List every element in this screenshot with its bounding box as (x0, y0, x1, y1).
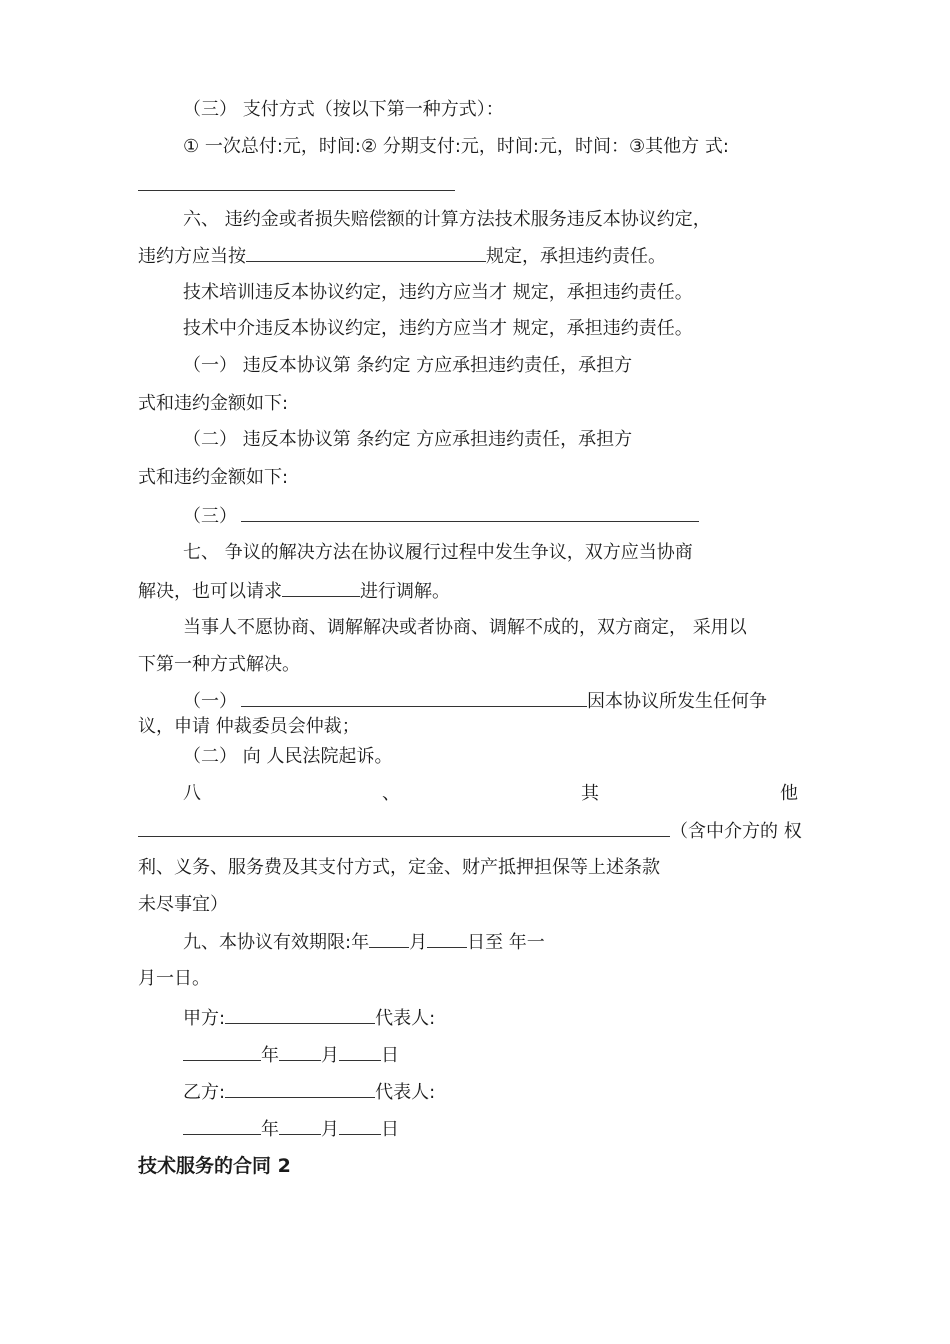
validity-prefix: 九、本协议有效期限:年 (183, 932, 370, 953)
breach-item-3-blank (241, 503, 699, 522)
section-eight-char-3: 其 (581, 783, 599, 804)
arbitration-blank (241, 688, 587, 707)
party-a-year-blank (183, 1042, 261, 1061)
party-b-representative-label: 代表人: (375, 1082, 436, 1103)
validity-line (183, 929, 545, 956)
intermediary-breach-text: 技术中介违反本协议约定，违约方应当才 规定，承担违约责任。 (183, 318, 693, 339)
party-b-day: 日 (381, 1119, 399, 1140)
training-breach-text: 技术培训违反本协议约定，违约方应当才 规定，承担违约责任。 (183, 282, 693, 303)
other-matters-blank (138, 818, 670, 837)
mediation-prefix: 解决，也可以请求 (138, 581, 282, 602)
section-seven-heading: 七、 争议的解决方法在协议履行过程中发生争议，双方应当协商 (183, 542, 693, 563)
dispute-text: 当事人不愿协商、调解解决或者协商、调解不成的，双方商定， 采用以 (183, 617, 747, 638)
mediation-line (138, 578, 450, 605)
party-b-month-blank (279, 1116, 321, 1135)
mediation-suffix: 进行调解。 (360, 581, 450, 602)
validity-suffix: 日至 年一 (467, 932, 545, 953)
party-b-year-blank (183, 1116, 261, 1135)
party-b-line (183, 1079, 435, 1106)
section-eight-heading (183, 781, 798, 807)
section-six-heading: 六、 违约金或者损失赔偿额的计算方法技术服务违反本协议约定， (183, 209, 711, 230)
other-matters-end: 未尽事宜） (138, 894, 228, 915)
validity-month-blank (369, 929, 409, 948)
validity-line-cont: 月一日。 (138, 968, 210, 989)
arbitration-suffix: 因本协议所发生任何争 (587, 691, 767, 712)
breach-item-1: （一） 违反本协议第 条约定 方应承担违约责任，承担方 (183, 355, 633, 376)
arbitration-line (183, 688, 767, 715)
party-b-year: 年 (261, 1119, 279, 1140)
breach-item-3 (183, 503, 699, 530)
breach-suffix: 规定，承担违约责任。 (486, 246, 666, 267)
payment-other-blank (138, 190, 455, 191)
party-a-line (183, 1005, 435, 1032)
section-eight-char-2: 、 (382, 783, 400, 804)
party-a-month: 月 (321, 1045, 339, 1066)
section-eight-char-1: 八 (183, 783, 201, 804)
other-matters-cont: 利、义务、服务费及其支付方式，定金、财产抵押担保等上述条款 (138, 857, 660, 878)
validity-month: 月 (409, 932, 428, 953)
party-a-day-blank (339, 1042, 381, 1061)
party-b-blank (225, 1079, 375, 1098)
breach-item-2-cont: 式和违约金额如下: (138, 467, 289, 488)
party-a-month-blank (279, 1042, 321, 1061)
dispute-text-cont: 下第一种方式解决。 (138, 654, 300, 675)
payment-options-text: ① 一次总付:元，时间:② 分期支付:元，时间:元，时间：③其他方 式: (183, 136, 729, 157)
party-b-date (183, 1116, 399, 1143)
party-a-blank (225, 1005, 375, 1024)
breach-item-2: （二） 违反本协议第 条约定 方应承担违约责任，承担方 (183, 429, 633, 450)
breach-blank (246, 243, 486, 262)
next-section-title: 技术服务的合同 2 (138, 1155, 291, 1177)
arbitration-label: （一） (183, 691, 237, 712)
party-a-representative-label: 代表人: (375, 1008, 436, 1029)
payment-method-heading: （三） 支付方式（按以下第一种方式）： (183, 99, 504, 120)
party-a-year: 年 (261, 1045, 279, 1066)
other-matters-suffix: （含中介方的 权 (670, 821, 802, 842)
breach-clause-line (138, 243, 666, 270)
arbitration-line-cont: 议，申请 仲裁委员会仲裁； (138, 716, 360, 737)
breach-item-1-cont: 式和违约金额如下: (138, 393, 289, 414)
breach-prefix: 违约方应当按 (138, 246, 246, 267)
party-b-label: 乙方: (183, 1082, 226, 1103)
party-a-label: 甲方: (183, 1008, 226, 1029)
other-matters-line (138, 818, 802, 845)
party-a-day: 日 (381, 1045, 399, 1066)
mediation-blank (282, 578, 360, 597)
validity-day-blank (427, 929, 467, 948)
party-a-date (183, 1042, 399, 1069)
party-b-day-blank (339, 1116, 381, 1135)
section-eight-char-4: 他 (780, 783, 798, 804)
breach-item-3-label: （三） (183, 506, 237, 527)
party-b-month: 月 (321, 1119, 339, 1140)
court-line: （二） 向 人民法院起诉。 (183, 746, 393, 767)
